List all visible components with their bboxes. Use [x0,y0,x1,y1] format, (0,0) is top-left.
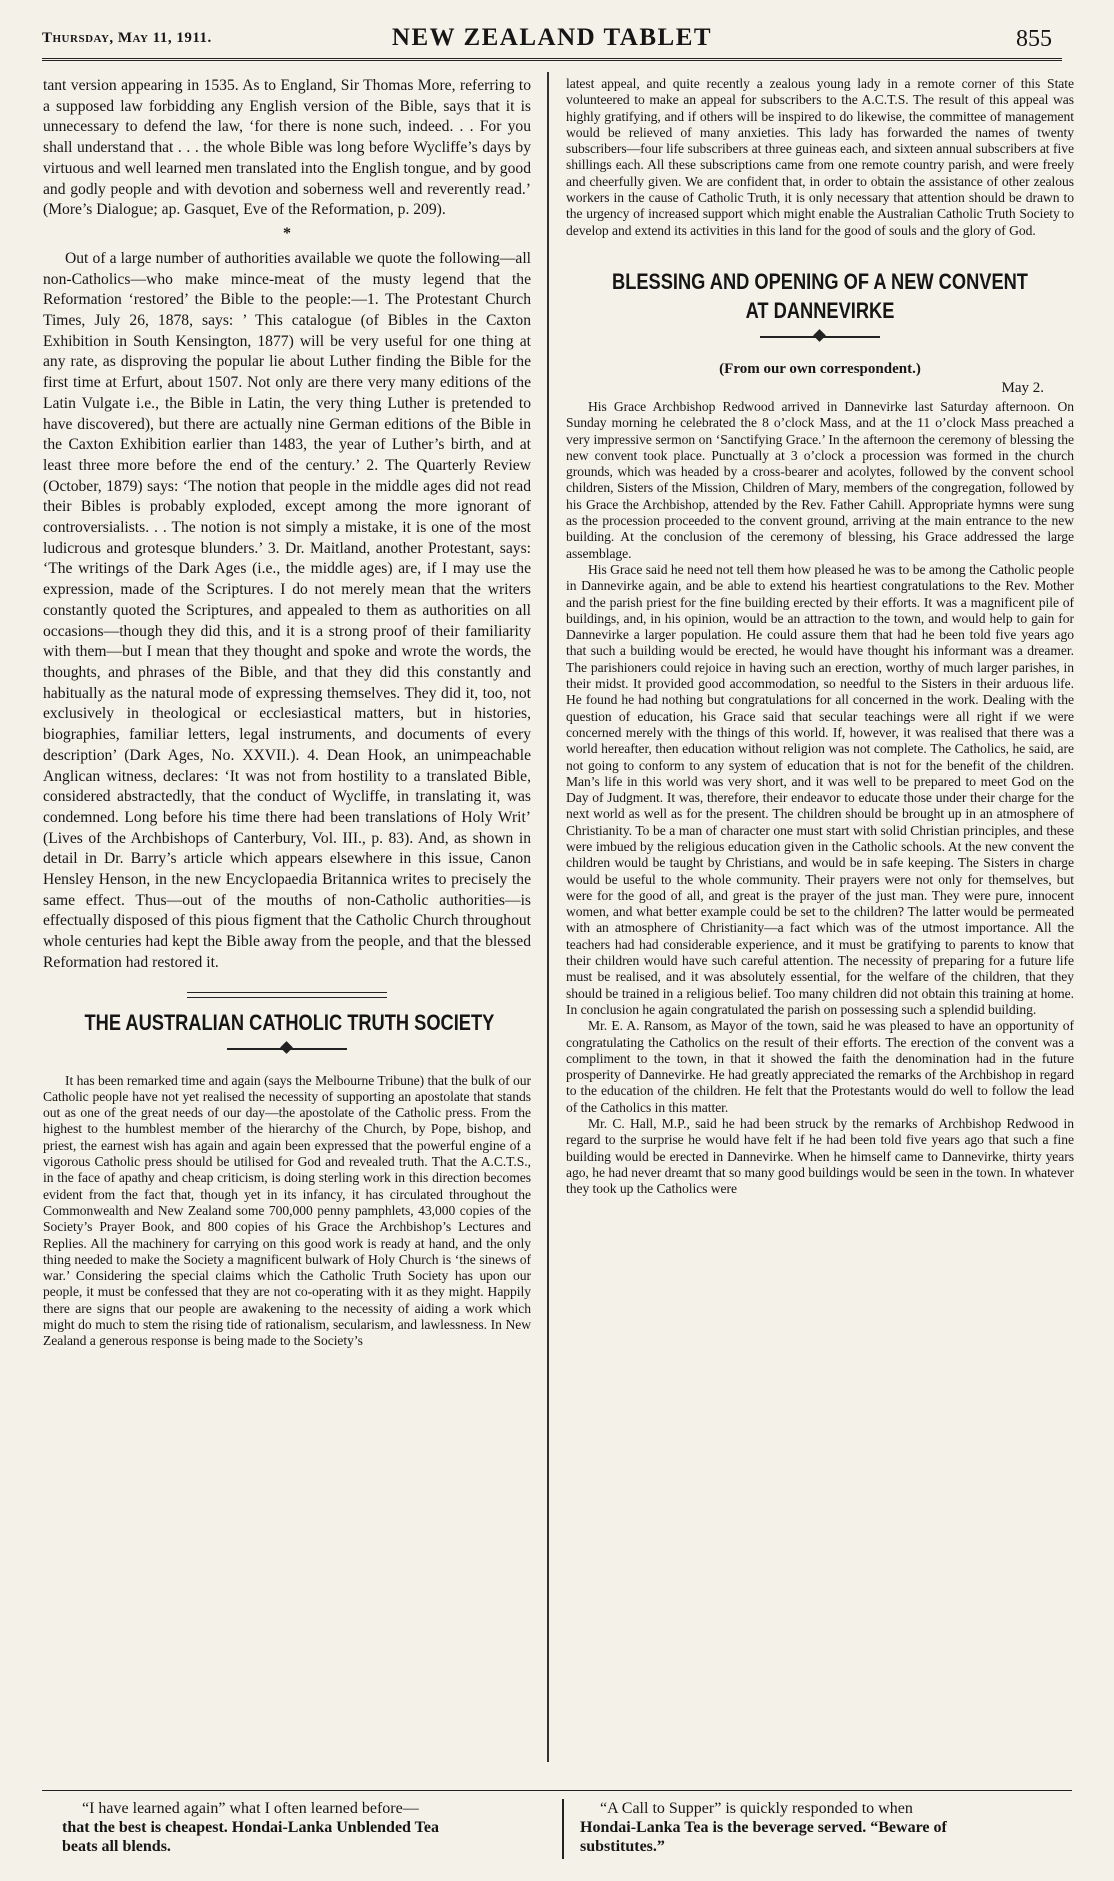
column-divider [547,72,549,1762]
diamond-ornament-icon [566,331,1074,343]
article-paragraph: It has been remarked time and again (says the Melbourne Tribune) that the bulk of our Catholic people have not yet realised the necessity of supporting an apostolate that stands out as one of the great needs of our day—the apostolate of the Catholic press. From the highest to the humblest member of the hierarchy of the Church, by Pope, bishop, and priest, the earnest wish has again and again been expressed that the powerful engine of a vigorous Catholic press should be utilised for God and revealed truth. That the A.C.T.S., in the face of apathy and cheap criticism, is doing sterling work in this direction becomes evident from the fact that, though yet in its infancy, it has circulated throughout the Commonwealth and New Zealand some 700,000 penny pamphlets, 43,000 copies of the Society’s Prayer Book, and 800 copies of his Grace the Archbishop’s Lectures and Replies. All the machinery for carrying on this good work is ready at hand, and the only thing needed to make the Society a magnificent bulwark of Holy Church is ‘the sinews of war.’ Considering the special claims which the Catholic Truth Society has upon our people, it must be confessed that they are not co-operating with it as they might. Happily there are signs that our people are awakening to the necessity of aiding a work which might do much to stem the rising tide of rationalism, secularism, and lawlessness. In New Zealand a generous response is being made to the Society’s [43,1072,531,1349]
tea-advert-left [62,1799,542,1856]
headline-convent-line2: AT DANNEVIRKE [745,297,895,323]
tea-advert-right [580,1799,1070,1856]
diamond-ornament-icon [43,1043,531,1055]
article-paragraph: Out of a large number of authorities available we quote the following—all non-Catholics—who make mince-meat of the musty legend that the Reformation ‘restored’ the Bible to the people:—1. The Protestant Church Times, July 26, 1878, says: ’ This catalogue (of Bibles in the Caxton Exhibition in South Kensington, 1877) will be very useful for one thing at any rate, as disproving the popular lie about Luther finding the Bible for the first time at Erfurt, about 1507. Not only are there very many editions of the Latin Vulgate i.e., the Bible in Latin, the very thing Luther is pretended to have discovered), but there are actually nine German editions of the Bible in the Caxton Exhibition earlier than 1483, the year of Luther’s birth, and at least three more before the end of the century.’ 2. The Quarterly Review (October, 1879) says: ‘The notion that people in the middle ages did not read their Bibles is probably exploded, except among the more ignorant of controversialists. . . The notion is not simply a mistake, it is one of the most ludicrous and grotesque blunders.’ 3. Dr. Maitland, another Protestant, says: ‘The writings of the Dark Ages (i.e., the middle ages) are, if I may use the expression, made of the Scriptures. I do not merely mean that the writers constantly quoted the Scriptures, and appealed to them as authorities on all occasions—though they did this, and it is a strong proof of their familiarity with them—but I mean that they thought and spoke and wrote the words, the thoughts, and phrases of the Bible, and that they did this constantly and habitually as the natural mode of expressing themselves. They did it, too, not exclusively in theological or ecclesiastical matters, but in histories, biographies, familiar letters, legal instruments, and documents of every description’ (Dark Ages, No. XXVII.). 4. Dean Hook, an unimpeachable Anglican witness, declares: ‘It was not from hostility to a translated Bible, considered abstractedly, that the conduct of Wycliffe, in translating it, was condemned. Long before his time there had been translations of Holy Writ’ (Lives of the Archbishops of Canterbury, Vol. III., p. 83). And, as shown in detail in Dr. Barry’s article which appears elsewhere in this issue, Canon Hensley Henson, in the new Encyclopaedia Britannica writes to precisely the same effect. Thus—out of the mouths of non-Catholic authorities—is effectually disposed of this pious figment that the Catholic Church throughout whole centuries had kept the Bible away from the people, and that the blessed Reformation had restored it. [43,249,531,971]
masthead [42,22,1062,61]
advert-line: that the best is cheapest. Hondai-Lanka Unblended Tea [62,1819,439,1836]
article-paragraph: latest appeal, and quite recently a zealous young lady in a remote corner of this State volunteered to make an appeal for subscribers to the A.C.T.S. The result of this appeal was highly gratifying, and if others will be inspired to do likewise, the committee of management would be relieved of many anxieties. This lady has forwarded the names of twenty subscribers—four life subscribers at three guineas each, and sixteen annual subscribers at five shillings each. All these subscriptions came from one remote country parish, and were freely and cheerfully given. We are confident that, in order to obtain the assistance of other zealous workers in the cause of Catholic Truth, it is only necessary that attention should be drawn to the urgency of increased support which might enable the Australian Catholic Truth Society to develop and extend its activities in this land for the good of souls and the glory of God. [566,76,1074,238]
page-number: 855 [1016,26,1052,52]
right-column [566,76,1074,1198]
advertisement-footer [42,1790,1072,1871]
footer-divider [562,1799,564,1859]
article-paragraph: His Grace said he need not tell them how pleased he was to be among the Catholic people in Dannevirke again, and be able to extend his heartiest congratulations to the Rev. Mother and the parish priest for the fine building erected by their efforts. It was a magnificent pile of buildings, and, in his opinion, would be an attraction to the town, and would help to gain for Dannevirke a larger population. He could assure them that had he been told five years ago that such a building would be erected, he would have thought his informant was a dreamer. The parishioners could rejoice in having such an erection, worthy of much larger parishes, in their midst. It provided good accommodation, so needful to the Sisters in their arduous life. He found he had nothing but congratulations for all concerned in the work. Dealing with the question of education, his Grace said that secular teachings were all right if we were concerned merely with the things of this world. If, however, it was realised that there was a world hereafter, then education without religion was not complete. The Catholics, he said, are not going to conform to any system of education that is not for the benefit of the children. Man’s life in this world was very short, and it was well to be prepared to meet God on the Day of Judgment. It was, therefore, their endeavor to educate those under their charge for the next world as well as for the present. The children should be brought up in an atmosphere of Christianity. To be a man of character one must start with solid Christian principles, and these were imbued by the religious education given in the Catholic schools. At the new convent the children would be taught by Christians, and would be in safe keeping. The Sisters in charge would be useful to the whole community. Their prayers were not only for themselves, but were for the good of all, and great is the prayer of the just man. They were pure, innocent women, and what better example could be set to the children? The latter would be permeated with an atmosphere of Christianity—a fact which was of the utmost importance. All the teachers had had considerable experience, and it must be gratifying to parents to know that their children would have such careful attention. The necessity of preparing for a future life must be realised, and it was absolutely essential, for the welfare of the children, that they should be trained in a religious belief. Too many children did not obtain this training at home. In conclusion he again congratulated the parish on possessing such a splendid building. [566,561,1074,1017]
headline-actss: THE AUSTRALIAN CATHOLIC TRUTH SOCIETY [84,1009,495,1035]
headline-rule [187,992,387,998]
left-column [43,76,531,1350]
advert-line: Hondai-Lanka Tea is the beverage served. “Beware of [580,1819,947,1836]
article-paragraph: Mr. C. Hall, M.P., said he had been struck by the remarks of Archbishop Redwood in regard to the surprise he would have felt if he had been told five years ago that such a fine building would be erected in Dannevirke. When he himself came to Dannevirke, thirty years ago, he had never dreamt that so many good buildings would be seen in the town. In whatever they took up the Catholics were [566,1116,1074,1197]
newspaper-title: NEW ZEALAND TABLET [391,24,713,51]
advert-line: “A Call to Supper” is quickly responded to when [600,1800,913,1817]
section-break-star: * [283,224,291,242]
advert-line: substitutes.” [580,1838,665,1855]
headline-convent-line1: BLESSING AND OPENING OF A NEW CONVENT [612,268,1028,294]
article-paragraph: His Grace Archbishop Redwood arrived in Dannevirke last Saturday afternoon. On Sunday morning he celebrated the 8 o’clock Mass, and at the 11 o’clock Mass preached a very impressive sermon on ‘Sanctifying Grace.’ In the afternoon the ceremony of blessing the new convent took place. Punctually at 3 o’clock a procession was formed in the church grounds, which was headed by a cross-bearer and acolytes, followed by the convent school children, Sisters of the Mission, Children of Mary, members of the congregation, followed by his Grace the Archbishop, attended by the Rev. Father Cahill. Appropriate hymns were sung as the procession proceeded to the convent ground, arriving at the main entrance to the new building. At the conclusion of the ceremony of blessing, his Grace addressed the large assemblage. [566,398,1074,561]
article-paragraph: Mr. E. A. Ransom, as Mayor of the town, said he was pleased to have an opportunity of congratulating the Catholics on the result of their efforts. The erection of the convent was a compliment to the town, in that it showed the faith the denomination had in the future prosperity of Dannevirke. He had greatly appreciated the remarks of the Archbishop in regard to the education of the children. He felt that the Protestants would do well to follow the lead of the Catholics in this matter. [566,1018,1074,1115]
advert-line: “I have learned again” what I often learned before— [82,1800,419,1817]
issue-date: Thursday, May 11, 1911. [42,30,212,46]
dateline: May 2. [1001,379,1044,396]
byline: (From our own correspondent.) [719,360,921,377]
article-paragraph: tant version appearing in 1535. As to England, Sir Thomas More, referring to a supposed law forbidding any English version of the Bible, says that it is unnecessary to defend the law, ‘for there is none such, indeed. . . For you shall understand that . . . the whole Bible was long before Wycliffe’s days by virtuous and well learned men translated into the English tongue, and by good and godly people and with devotion and soberness well and reverently read.’ (More’s Dialogue; ap. Gasquet, Eve of the Reformation, p. 209). [43,77,531,219]
advert-line: beats all blends. [62,1838,171,1855]
